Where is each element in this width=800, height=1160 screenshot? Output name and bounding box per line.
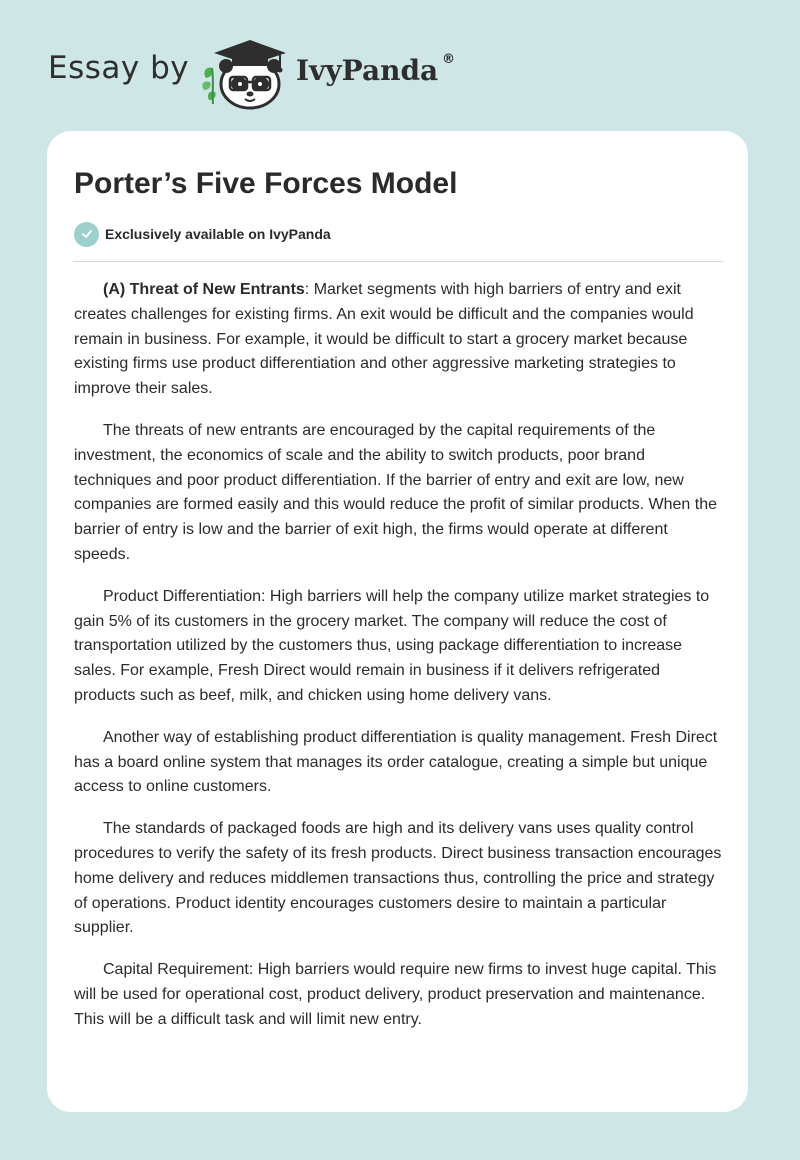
paragraph — [74, 278, 724, 402]
essay-body — [74, 278, 724, 1050]
essay-by-label: Essay by — [48, 50, 190, 86]
paragraph-lead: (A) Threat of New Entrants — [103, 281, 305, 298]
panda-graduate-logo-icon[interactable] — [200, 34, 292, 110]
paragraph: Capital Requirement: High barriers would require new firms to invest huge capital. This will be used for operational cost, product delivery, product preservation and maintenance. This will be a difficult task and will limit new entry. — [74, 961, 717, 1028]
page-title: Porter’s Five Forces Model — [74, 167, 458, 200]
paragraph: The standards of packaged foods are high and its delivery vans uses quality control procedures to verify the safety of its fresh products. Direct business transaction encourages home delivery and reduces middlemen transactions thus, controlling the price and strategy of operations. Product identity encourages customers desire to maintain a particular supplier. — [74, 820, 722, 937]
divider — [73, 261, 723, 262]
paragraph-text: : Market segments with high barriers of entry and exit creates challenges for existing firms. An exit would be difficult and the companies would remain in business. For example, it would be difficult to start a grocery market because existing firms use product differentiation and other aggressive marketing strategies to improve their sales. — [74, 281, 694, 398]
exclusive-badge — [74, 221, 331, 247]
paragraph: Product Differentiation: High barriers will help the company utilize market strategies to gain 5% of its customers in the grocery market. The company will reduce the cost of transportation utilized by the customers thus, using package differentiation to increase sales. For example, Fresh Direct would remain in business if it delivers refrigerated products such as beef, milk, and chicken using home delivery vans. — [74, 587, 710, 704]
paragraph: Another way of establishing product differentiation is quality management. Fresh Direct has a board online system that manages its order catalogue, creating a simple but unique access to online customers. — [74, 728, 718, 796]
ivypanda-brand-name[interactable]: IvyPanda — [296, 54, 439, 87]
registered-mark: ® — [442, 52, 455, 67]
paragraph: The threats of new entrants are encouraged by the capital requirements of the investment, the economics of scale and the ability to switch products, poor brand techniques and poor product differentiation. If the barrier of entry and exit are low, new companies are formed easily and this would reduce the profit of similar products. When the barrier of entry is low and the barrier of exit high, the firms would operate at different speeds. — [74, 421, 717, 563]
exclusive-badge-text: Exclusively available on IvyPanda — [105, 226, 331, 242]
site-header — [48, 30, 568, 110]
check-circle-icon — [74, 222, 99, 247]
essay-card — [47, 131, 748, 1112]
